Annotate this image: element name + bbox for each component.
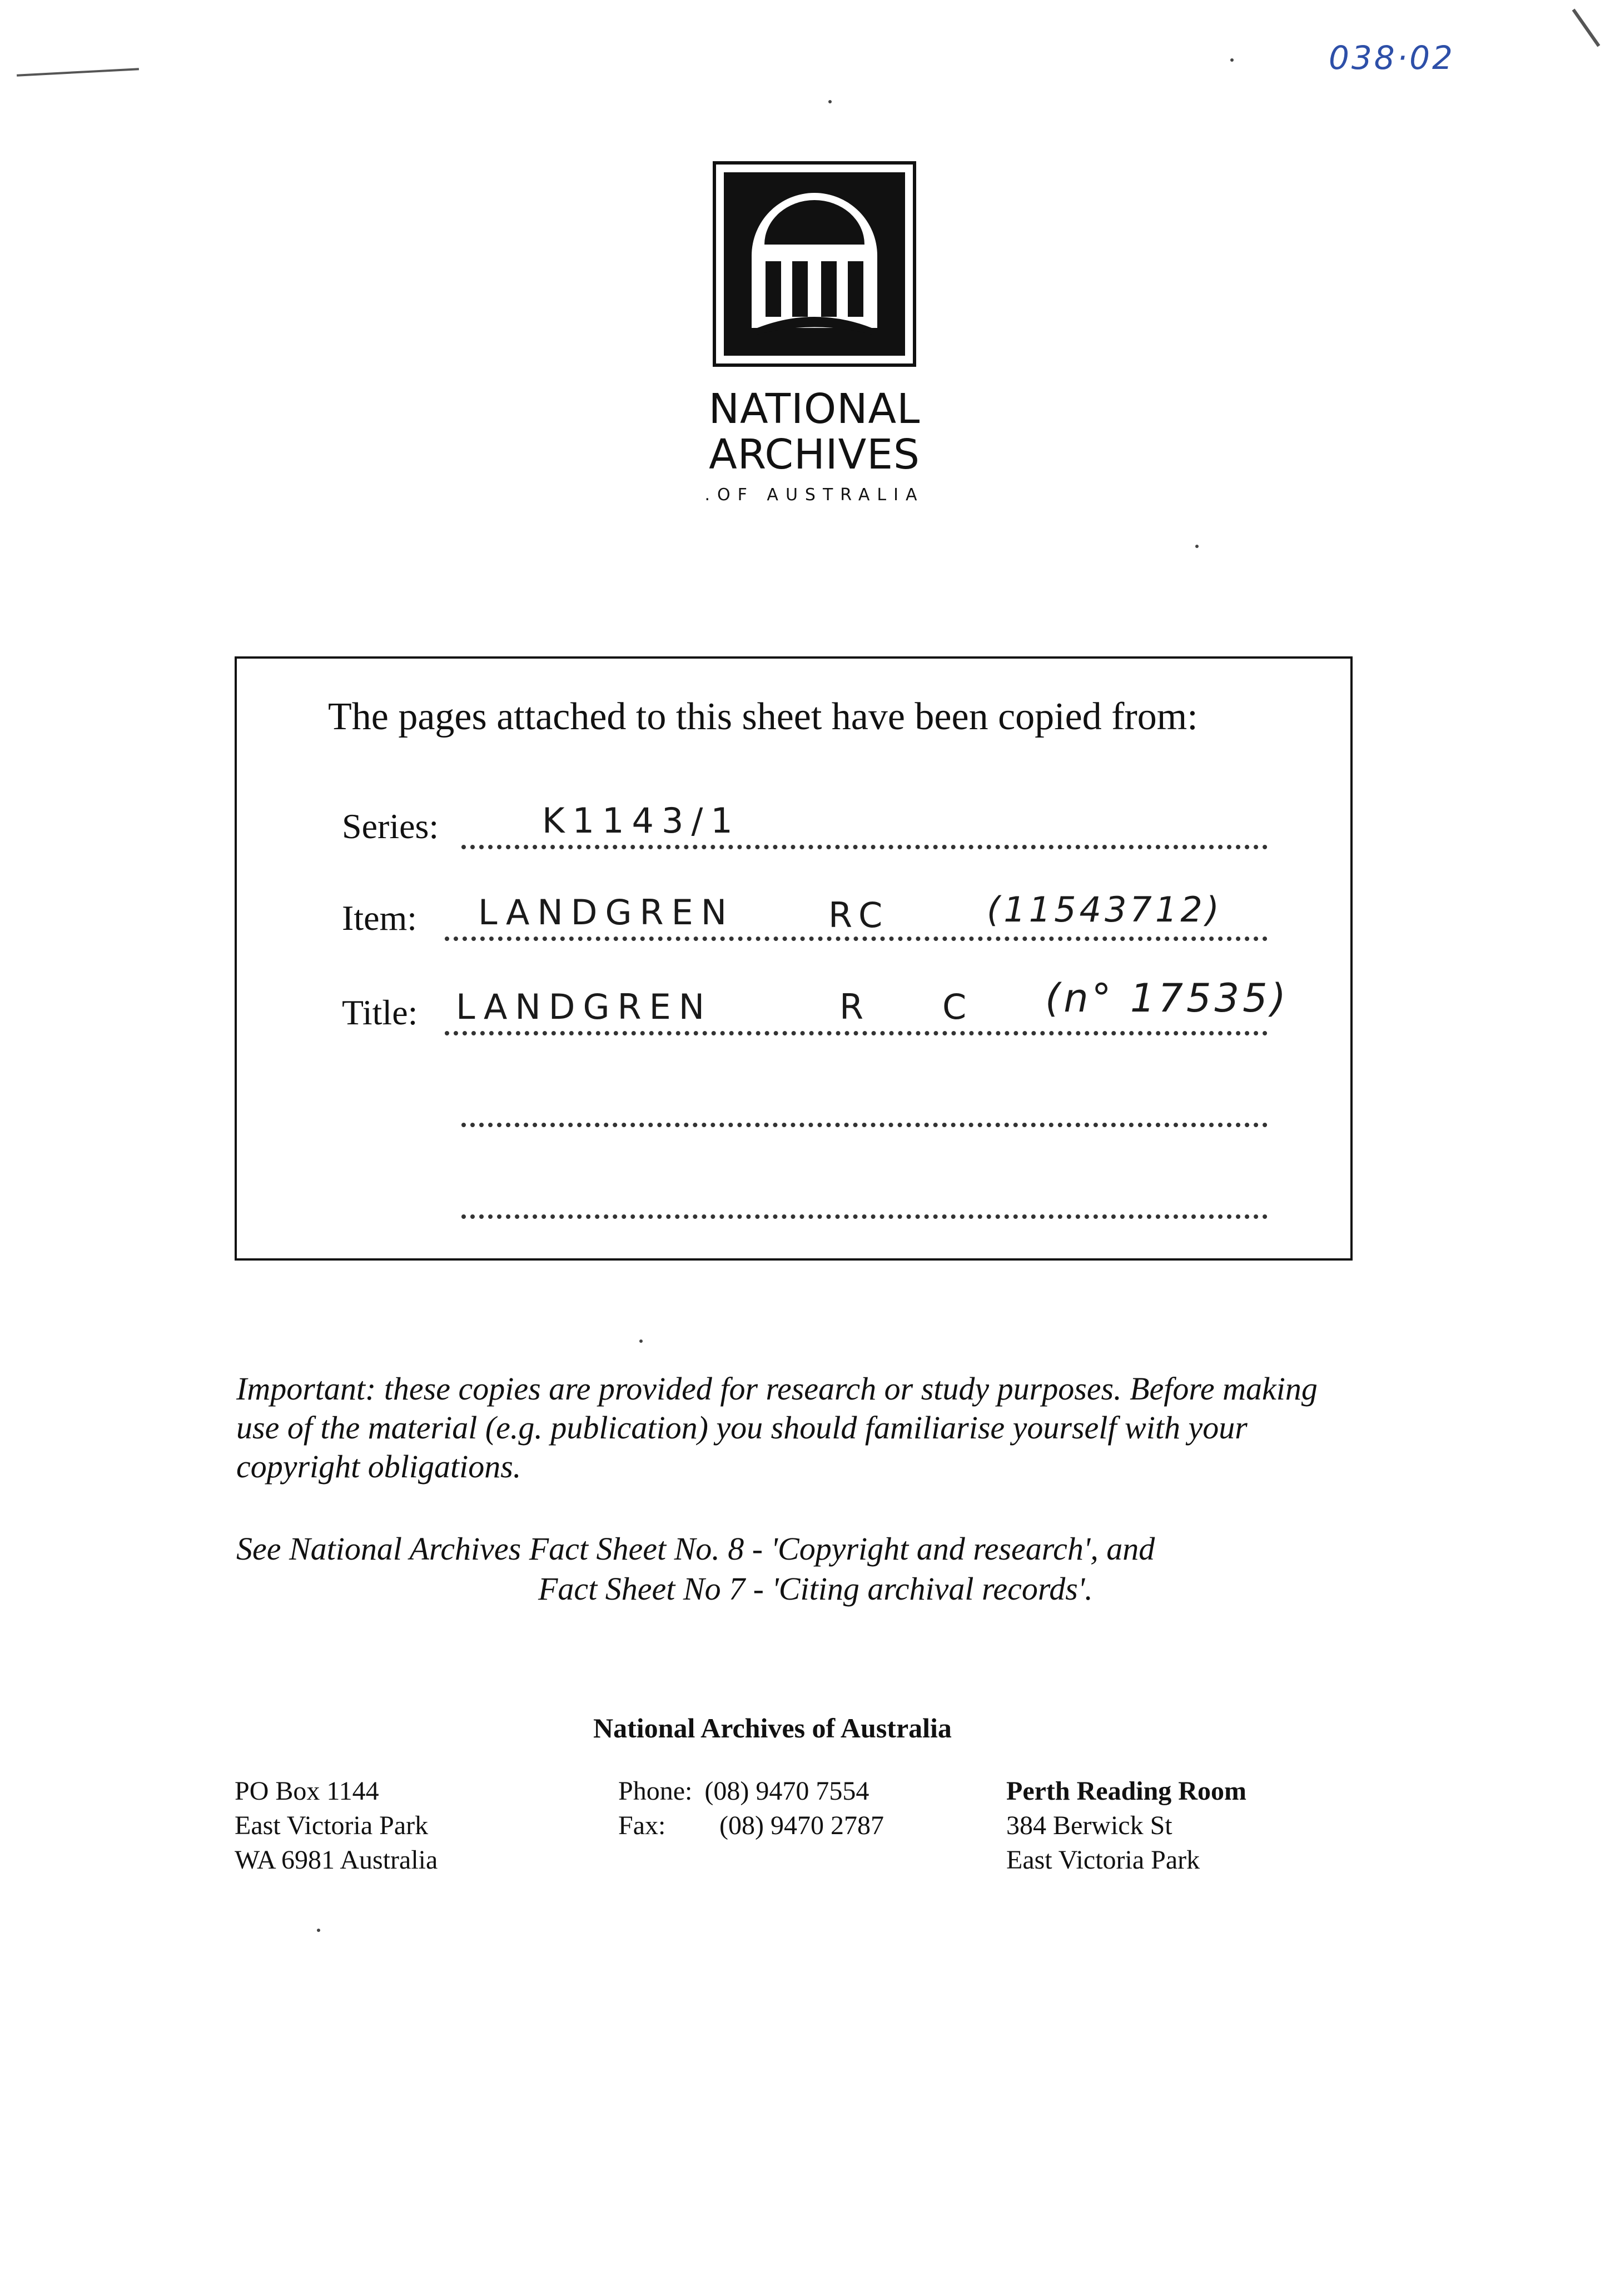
archives-wordmark bbox=[639, 386, 990, 505]
title-label: Title: bbox=[342, 993, 418, 1032]
logo-line-archives: ARCHIVES bbox=[709, 431, 920, 479]
item-value-name: LANDGREN bbox=[478, 892, 735, 933]
state-country: WA 6981 Australia bbox=[235, 1845, 438, 1875]
phone-number: (08) 9470 7554 bbox=[704, 1776, 869, 1806]
fact-sheet-note-line: See National Archives Fact Sheet No. 8 - 'Copyright and research', and bbox=[236, 1531, 1155, 1567]
logo-line-national: NATIONAL bbox=[708, 385, 921, 433]
document-reference: 038·02 bbox=[1329, 39, 1455, 77]
fax-label: Fax: bbox=[618, 1811, 666, 1840]
series-dotted-line bbox=[461, 845, 1268, 849]
contact-numbers bbox=[618, 1774, 884, 1843]
reading-room-suburb: East Victoria Park bbox=[1006, 1845, 1200, 1875]
title-value-c: C bbox=[942, 987, 975, 1027]
reading-room-address bbox=[1006, 1774, 1246, 1877]
item-label: Item: bbox=[342, 898, 418, 938]
series-label: Series: bbox=[342, 806, 439, 846]
important-note-line: use of the material (e.g. publication) you should familiarise yourself with your bbox=[236, 1410, 1248, 1446]
box-heading: The pages attached to this sheet have been copied from: bbox=[328, 695, 1198, 738]
blank-dotted-line bbox=[461, 1123, 1268, 1127]
copied-from-box bbox=[235, 656, 1353, 1261]
blank-dotted-line bbox=[461, 1214, 1268, 1219]
series-value: K1143/1 bbox=[542, 800, 741, 841]
po-box: PO Box 1144 bbox=[235, 1776, 379, 1806]
fax-number: (08) 9470 2787 bbox=[719, 1811, 884, 1840]
suburb: East Victoria Park bbox=[235, 1811, 429, 1840]
title-dotted-line bbox=[445, 1031, 1268, 1035]
title-value-name: LANDGREN bbox=[456, 987, 713, 1027]
title-value-number: (n° 17535) bbox=[1045, 975, 1289, 1021]
phone-row bbox=[618, 1774, 884, 1809]
scan-speck bbox=[639, 1339, 643, 1343]
scan-edge bbox=[1572, 9, 1601, 47]
phone-label: Phone: bbox=[618, 1776, 693, 1806]
important-note-line: Important: these copies are provided for research or study purposes. Before making bbox=[236, 1371, 1318, 1407]
item-value-initials: RC bbox=[828, 895, 891, 935]
postal-address bbox=[235, 1774, 438, 1877]
important-note-line: copyright obligations. bbox=[236, 1448, 521, 1485]
organisation-name: National Archives of Australia bbox=[593, 1712, 952, 1744]
title-value-r: R bbox=[839, 987, 872, 1027]
street: 384 Berwick St bbox=[1006, 1811, 1172, 1840]
archives-logo-icon bbox=[713, 161, 916, 367]
reading-room-name: Perth Reading Room bbox=[1006, 1776, 1246, 1806]
item-value-code: (11543712) bbox=[987, 889, 1223, 930]
logo-line-australia: .OF AUSTRALIA bbox=[704, 485, 925, 505]
fax-row bbox=[618, 1809, 884, 1843]
item-dotted-line bbox=[445, 937, 1268, 941]
scan-mark bbox=[17, 68, 139, 77]
scan-speck bbox=[1195, 545, 1199, 548]
fact-sheet-note-line: Fact Sheet No 7 - 'Citing archival records'. bbox=[538, 1571, 1093, 1607]
scan-speck bbox=[317, 1929, 320, 1932]
scan-speck bbox=[1230, 58, 1234, 62]
scan-speck bbox=[828, 100, 832, 103]
